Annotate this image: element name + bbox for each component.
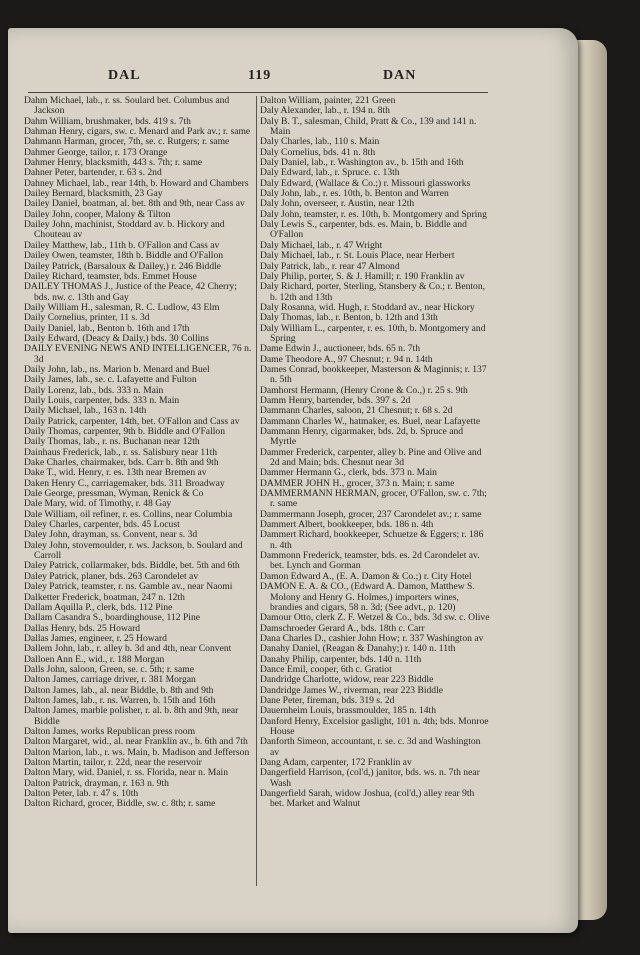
directory-entry: Dane Peter, fireman, bds. 319 s. 2d <box>260 694 395 706</box>
directory-entry: Daily John, lab., ns. Marion b. Menard and Buel <box>24 363 210 375</box>
running-header <box>8 68 568 88</box>
directory-entry: Dallas Henry, bds. 25 Howard <box>24 622 141 634</box>
directory-entry: Dammann Charles W., hatmaker, es. Buel, near Lafayette <box>260 415 481 427</box>
directory-entry: Dangerfield Sarah, widow Joshua, (col'd,) alley rear 9th bet. Market and Walnut <box>260 788 475 810</box>
directory-entry: Dainhaus Frederick, lab., r. ss. Salisbury near 11th <box>24 446 218 458</box>
directory-entry: Dailey Bernard, blacksmith, 23 Gay <box>24 188 163 200</box>
directory-entry: Dandridge James W., riverman, rear 223 Biddle <box>260 684 444 696</box>
directory-entry: Daily Patrick, carpenter, 14th, bet. O'Fallon and Cass av <box>24 415 240 427</box>
directory-entry: Dana Charles D., cashier John How; r. 337 Washington av <box>260 632 484 644</box>
directory-entry: Dammermann Joseph, grocer, 237 Carondelet av.; r. same <box>260 508 482 520</box>
directory-entry: Daily Lorenz, lab., bds. 333 n. Main <box>24 384 164 396</box>
directory-entry: Daly Lewis S., carpenter, bds. es. Main, b. Biddle and O'Fallon <box>260 219 467 241</box>
directory-entry: Dammann Henry, cigarmaker, bds. 2d, b. Spruce and Myrtle <box>260 426 464 448</box>
directory-entry: Dailey Owen, teamster, 18th b. Biddle and O'Fallon <box>24 250 224 262</box>
directory-entry: Damon Edward A., (E. A. Damon & Co.;) r. City Hotel <box>260 570 472 582</box>
directory-entry: Dalton Peter, lab. r. 47 s. 10th <box>24 788 139 800</box>
directory-entry: Daly Charles, lab., 110 s. Main <box>260 136 380 148</box>
directory-entry: Danforth Simeon, accountant, r. se. c. 3d and Washington av <box>260 736 481 758</box>
directory-entry: Dalton Margaret, wid., al. near Franklin av., b. 6th and 7th <box>24 736 248 748</box>
directory-entry: Daly Thomas, lab., r. Benton, b. 12th and 13th <box>260 312 438 324</box>
directory-entry: Damm Henry, bartender, bds. 397 s. 2d <box>260 394 411 406</box>
directory-entry: DAMMERMANN HERMAN, grocer, O'Fallon, sw. c. 7th; r. same <box>260 488 487 510</box>
directory-entry: Dale Mary, wid. of Timothy, r. 48 Gay <box>24 498 172 510</box>
directory-entry: DAMMER JOHN H., grocer, 373 n. Main; r. same <box>260 477 455 489</box>
directory-entry: Dangerfield Harrison, (col'd,) janitor, bds. ws. n. 7th near Wash <box>260 767 480 789</box>
directory-entry: Dallam Aquilla P., clerk, bds. 112 Pine <box>24 601 173 613</box>
directory-entry: Daley John, drayman, ss. Convent, near s. 3d <box>24 529 198 541</box>
directory-entry: Dailey Daniel, boatman, al. bet. 8th and 9th, near Cass av <box>24 198 245 210</box>
directory-entry: Daly John, overseer, r. Austin, near 12th <box>260 198 415 210</box>
directory-entry: Dahmer George, tailor, r. 173 Orange <box>24 146 168 158</box>
directory-entry: Daly Edward, lab., r. Spruce. c. 13th <box>260 167 400 179</box>
directory-entry: Dale George, pressman, Wyman, Renick & Co <box>24 488 204 500</box>
directory-entry: Dalloen Ann E., wid., r. 188 Morgan <box>24 653 165 665</box>
directory-entry: Dammert Albert, bookkeeper, bds. 186 n. 4th <box>260 519 434 531</box>
directory-entry: Dammer Frederick, carpenter, alley b. Pine and Olive and 2d and Main; bds. Chesnut near 3d <box>260 446 482 469</box>
directory-entry: Dang Adam, carpenter, 172 Franklin av <box>260 757 412 768</box>
directory-entry: Daken Henry C., carriagemaker, bds. 311 Broadway <box>24 477 225 489</box>
directory-entry: Dammonn Frederick, teamster, bds. es. 2d Carondelet av. bet. Lynch and Gorman <box>260 550 480 572</box>
directory-entry: Daley Patrick, teamster, r. ns. Gamble av., near Naomi <box>24 581 233 593</box>
directory-entry: Dalton James, lab., al. near Biddle, b. 8th and 9th <box>24 684 214 696</box>
directory-entry: Dalton Marion, lab., r. ws. Main, b. Madison and Jefferson <box>24 746 250 758</box>
directory-entry: Daily Thomas, lab., r. ns. Buchanan near 12th <box>24 436 200 448</box>
directory-entry: Dalton Richard, grocer, Biddle, sw. c. 8th; r. same <box>24 798 216 810</box>
directory-entry: Dame Theodore A., 97 Chesnut; r. 94 n. 14th <box>260 353 433 365</box>
directory-entry: Dailey John, cooper, Malony & Tilton <box>24 208 171 220</box>
directory-entry: Dahm William, brushmaker, bds. 419 s. 7th <box>24 115 191 127</box>
directory-entry: Daly Patrick, lab., r. rear 47 Almond <box>260 260 400 272</box>
directory-entry: Dalton James, works Republican press room <box>24 725 196 737</box>
directory-entry: Dalls John, saloon, Green, se. c. 5th; r. same <box>24 663 194 675</box>
directory-entry: Dalketter Frederick, boatman, 247 n. 12th <box>24 591 185 603</box>
directory-entry: Danford Henry, Excelsior gaslight, 101 n. 4th; bds. Monroe House <box>260 715 489 737</box>
directory-entry: Daley Patrick, collarmaker, bds. Biddle, bet. 5th and 6th <box>24 560 240 572</box>
directory-entry: Damschroeder Gerard A., bds. 18th c. Carr <box>260 622 425 634</box>
directory-entry: Dalton Martin, tailor, r. 22d, near the reservoir <box>24 757 202 768</box>
directory-entry: DAMON E. A. & CO., (Edward A. Damon, Matthew S. Molony and Henry G. Holmes,) importers wines, brandies and cigars, 58 n. 3d; (See advt., p. 120) <box>260 581 475 613</box>
directory-entry: Dahner Peter, bartender, r. 63 s. 2nd <box>24 167 162 179</box>
right-column <box>260 96 490 810</box>
directory-entry: Dauernheim Louis, brassmoulder, 185 n. 14th <box>260 705 437 717</box>
left-column <box>24 96 254 810</box>
directory-entry: Dahmer Henry, blacksmith, 443 s. 7th; r. same <box>24 157 203 169</box>
directory-entry: Dame Edwin J., auctioneer, bds. 65 n. 7th <box>260 343 421 355</box>
directory-entry: Dallas James, engineer, r. 25 Howard <box>24 632 167 644</box>
directory-entry: Dammann Charles, saloon, 21 Chesnut; r. 68 s. 2d <box>260 405 453 417</box>
page-number: 119 <box>248 68 272 83</box>
directory-entry: Damhorst Hermann, (Henry Crone & Co.,) r. 25 s. 9th <box>260 384 468 396</box>
directory-entry: Daly Cornelius, bds. 41 n. 8th <box>260 146 376 158</box>
directory-entry: Daily Louis, carpenter, bds. 333 n. Main <box>24 394 180 406</box>
header-rule <box>28 92 488 93</box>
directory-entry: Daily James, lab., se. c. Lafayette and Fulton <box>24 374 197 386</box>
header-right-guide-word: DAN <box>383 68 417 83</box>
directory-entry: Dahmann Harman, grocer, 7th, se. c. Rutgers; r. same <box>24 136 230 148</box>
directory-entry: Damour Otto, clerk Z. F. Wetzel & Co., bds. 3d sw. c. Olive <box>260 612 490 624</box>
directory-entry: Dalton William, painter, 221 Green <box>260 95 396 106</box>
directory-entry: Daly Philip, porter, S. & J. Hamill; r. 190 Franklin av <box>260 270 465 282</box>
directory-entry: Dailey John, machinist, Stoddard av. b. Hickory and Chouteau av <box>24 219 225 241</box>
directory-entry: Dallam Casandra S., boardinghouse, 112 Pine <box>24 612 201 624</box>
directory-entry: Daly William L., carpenter, r. es. 10th, b. Montgomery and Spring <box>260 322 486 344</box>
directory-entry: Dalton James, carriage driver, r. 381 Morgan <box>24 674 196 686</box>
directory-entry: Dahman Henry, cigars, sw. c. Menard and Park av.; r. same <box>24 126 251 138</box>
directory-entry: DAILEY THOMAS J., Justice of the Peace, 42 Cherry; bds. nw. c. 13th and Gay <box>24 281 237 303</box>
header-left-guide-word: DAL <box>108 68 141 83</box>
directory-entry: Dahney Michael, lab., rear 14th, b. Howard and Chambers <box>24 177 249 189</box>
directory-entry: Daily Daniel, lab., Benton b. 16th and 17th <box>24 322 190 334</box>
directory-page <box>8 28 578 933</box>
directory-entry: Dance Emil, cooper, 6th c. Gratiot <box>260 663 392 675</box>
directory-entry: Daily Edward, (Deacy & Daily,) bds. 30 Collins <box>24 332 209 344</box>
directory-entry: Dalton Patrick, drayman, r. 163 n. 9th <box>24 777 169 789</box>
directory-entry: Dailey Richard, teamster, bds. Emmet House <box>24 270 197 282</box>
directory-entry: Daly Alexander, lab., r. 194 n. 8th <box>260 105 390 117</box>
directory-entry: Daly Daniel, lab., r. Washington av., b. 15th and 16th <box>260 157 464 169</box>
directory-entry: Danahy Daniel, (Reagan & Danahy;) r. 140 n. 11th <box>260 643 456 655</box>
directory-entry: Daily Michael, lab., 163 n. 14th <box>24 405 147 417</box>
directory-entry: Dalton James, lab., r. ns. Warren, b. 15th and 16th <box>24 694 216 706</box>
directory-entry: Dammert Richard, bookkeeper, Schuetze & Eggers; r. 186 n. 4th <box>260 529 484 551</box>
directory-entry: Dames Conrad, bookkeeper, Masterson & Maginnis; r. 137 n. 5th <box>260 363 487 386</box>
directory-entry: Dalton Mary, wid. Daniel, r. ss. Florida, near n. Main <box>24 767 229 779</box>
directory-entry: Daly Michael, lab., r. St. Louis Place, near Herbert <box>260 250 455 262</box>
directory-entry: Dailey Patrick, (Barsaloux & Dailey,) r. 246 Biddle <box>24 260 222 272</box>
directory-entry: Daly Michael, lab., r. 47 Wright <box>260 239 383 251</box>
directory-entry: Daly Rosanna, wid. Hugh, r. Stoddard av., near Hickory <box>260 301 475 313</box>
directory-entry: Dake T., wid. Henry, r. es. 13th near Bremen av <box>24 467 207 479</box>
directory-entry: Dahm Michael, lab., r. ss. Soulard bet. Columbus and Jackson <box>24 95 230 117</box>
column-divider <box>256 96 257 886</box>
directory-entry: Dalton James, marble polisher, r. al. b. 8th and 9th, near Biddle <box>24 705 239 727</box>
directory-entry: Dammer Hermann G., clerk, bds. 373 n. Main <box>260 467 437 479</box>
directory-entry: Daily Thomas, carpenter, 9th b. Biddle and O'Fallon <box>24 426 225 437</box>
directory-entry: Dailey Matthew, lab., 11th b. O'Fallon and Cass av <box>24 239 220 251</box>
directory-entry: Dallem John, lab., r. alley b. 3d and 4th, near Convent <box>24 643 232 655</box>
directory-entry: Daly Edward, (Wallace & Co.;) r. Missouri glassworks <box>260 177 471 189</box>
directory-entry: Dake Charles, chairmaker, bds. Carr b. 8th and 9th <box>24 457 219 469</box>
directory-entry: Daily William H., salesman, R. C. Ludlow, 43 Elm <box>24 301 220 313</box>
directory-entry: Danahy Philip, carpenter, bds. 140 n. 11th <box>260 653 422 665</box>
directory-entry: Daley Charles, carpenter, bds. 45 Locust <box>24 519 180 531</box>
directory-entry: Daly Richard, porter, Sterling, Stansbery & Co.; r. Benton, b. 12th and 13th <box>260 281 486 303</box>
directory-entry: Daily Cornelius, printer, 11 s. 3d <box>24 312 150 324</box>
directory-entry: Daly B. T., salesman, Child, Pratt & Co., 139 and 141 n. Main <box>260 115 477 138</box>
directory-entry: Dale William, oil refiner, r. es. Collins, near Columbia <box>24 508 233 520</box>
directory-entry: Dandridge Charlotte, widow, rear 223 Biddle <box>260 674 434 686</box>
directory-entry: Daley John, stovemoulder, r. ws. Jackson, b. Soulard and Carroll <box>24 539 243 562</box>
directory-entry: Daly John, lab., r. es. 10th, b. Benton and Warren <box>260 188 449 200</box>
directory-entry: Daly John, teamster, r. es. 10th, b. Montgomery and Spring <box>260 208 487 220</box>
directory-entry: DAILY EVENING NEWS AND INTELLIGENCER, 76 n. 3d <box>24 343 252 365</box>
directory-entry: Daley Patrick, planer, bds. 263 Carondelet av <box>24 570 199 582</box>
